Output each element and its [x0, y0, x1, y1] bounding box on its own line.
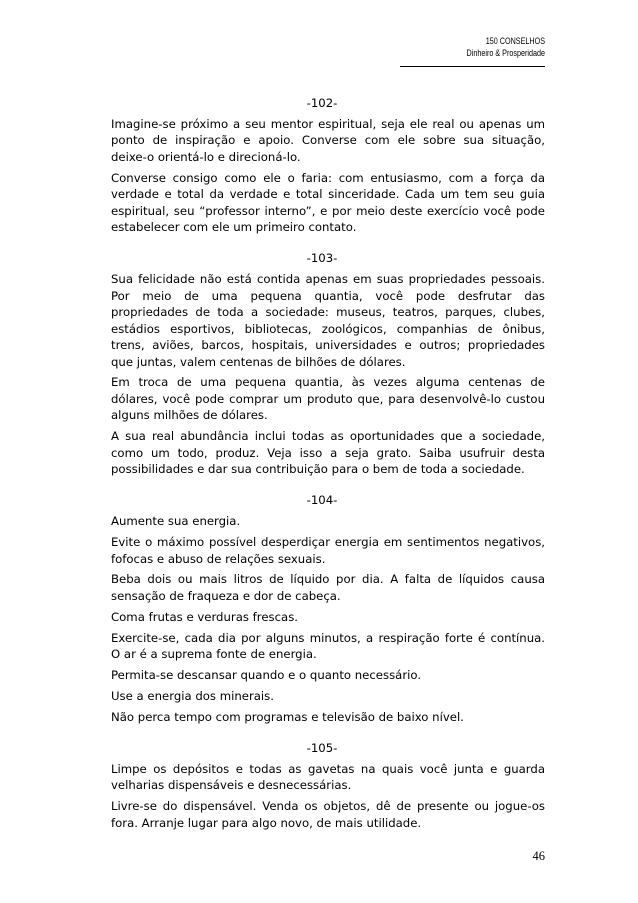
text-line: Evite o máximo possível desperdiçar energia em sentimentos negativos,: [111, 535, 545, 550]
text-line: Permita-se descansar quando e o quanto necessário.: [111, 668, 422, 683]
page-number: 46: [532, 849, 545, 863]
text-line: Aumente sua energia.: [111, 514, 241, 529]
text-line: espiritual, seu “professor interno”, e por meio deste exercício você pode: [111, 203, 545, 218]
text-line: Livre-se do dispensável. Venda os objetos, dê de presente ou jogue-os: [111, 799, 545, 814]
text-line: Use a energia dos minerais.: [111, 688, 274, 703]
text-line: Sua felicidade não está contida apenas em suas propriedades pessoais.: [111, 272, 545, 287]
paragraph: [111, 534, 545, 567]
paragraph: [111, 761, 545, 794]
text-line: Em troca de uma pequena quantia, às vezes alguma centenas de: [111, 375, 545, 390]
text-line: velharias dispensáveis e desnecessárias.: [111, 778, 352, 793]
text-line: Por meio de uma pequena quantia, você pode desfrutar das: [111, 288, 545, 303]
text-line: Imagine-se próximo a seu mentor espiritual, seja ele real ou apenas um: [111, 116, 545, 131]
tip-number: -104-: [306, 493, 338, 508]
paragraph: [111, 609, 545, 626]
paragraph: [111, 571, 545, 604]
paragraph: [111, 374, 545, 424]
tip-section-104: [111, 482, 545, 725]
paragraph: [111, 428, 545, 478]
text-line: deixe-o orientá-lo e direcioná-lo.: [111, 149, 301, 164]
text-line: O ar é a suprema fonte de energia.: [111, 647, 317, 662]
paragraph: [111, 513, 545, 530]
running-header-title: 150 CONSELHOS: [485, 36, 545, 46]
text-line: sensação de fraqueza e dor de cabeça.: [111, 588, 341, 603]
text-line: que juntas, valem centenas de bilhões de dólares.: [111, 354, 406, 369]
text-line: estabelecer com ele um primeiro contato.: [111, 220, 357, 235]
tip-number: -103-: [306, 251, 338, 266]
text-line: Não perca tempo com programas e televisão de baixo nível.: [111, 709, 464, 724]
text-line: ponto de inspiração e apoio. Converse com ele sobre sua situação,: [111, 133, 545, 148]
text-line: dólares, você pode comprar um produto que, para desenvolvê-lo custou: [111, 391, 545, 406]
paragraph: [111, 630, 545, 663]
running-header-subtitle: Dinheiro & Prosperidade: [466, 48, 545, 58]
text-line: trens, aviões, barcos, hospitais, universidades e outros; propriedades: [111, 338, 545, 353]
text-line: estádios esportivos, bibliotecas, zoológicos, companhias de ônibus,: [111, 321, 545, 336]
text-line: Exercite-se, cada dia por alguns minutos, a respiração forte é contínua.: [111, 630, 545, 645]
paragraph: [111, 271, 545, 370]
tip-section-102: [111, 95, 545, 236]
page-body: [111, 95, 545, 835]
tip-section-103: [111, 240, 545, 478]
text-line: alguns milhões de dólares.: [111, 408, 268, 423]
tip-number: -105-: [306, 740, 338, 755]
tip-section-105: [111, 730, 545, 831]
text-line: Coma frutas e verduras frescas.: [111, 609, 298, 624]
text-line: propriedades de toda a sociedade: museus, teatros, parques, clubes,: [111, 305, 545, 320]
text-line: fofocas e abuso de relações sexuais.: [111, 551, 326, 566]
tip-number: -102-: [306, 96, 338, 110]
running-header: [345, 35, 545, 59]
paragraph: [111, 170, 545, 236]
paragraph: [111, 798, 545, 831]
text-line: A sua real abundância inclui todas as oportunidades que a sociedade,: [111, 429, 545, 444]
text-line: Limpe os depósitos e todas as gavetas na quais você junta e guarda: [111, 761, 545, 776]
paragraph: [111, 688, 545, 705]
text-line: verdade e total da verdade e total sinceridade. Cada um tem seu guia: [111, 187, 545, 202]
paragraph: [111, 116, 545, 166]
text-line: como um todo, produz. Veja isso a seja grato. Saiba usufruir desta: [111, 445, 545, 460]
text-line: possibilidades e dar sua contribuição para o bem de toda a sociedade.: [111, 462, 525, 477]
header-rule: [400, 66, 545, 67]
text-line: Beba dois ou mais litros de líquido por dia. A falta de líquidos causa: [111, 572, 545, 587]
paragraph: [111, 667, 545, 684]
text-line: fora. Arranje lugar para algo novo, de mais utilidade.: [111, 815, 422, 830]
paragraph: [111, 709, 545, 726]
text-line: Converse consigo como ele o faria: com entusiasmo, com a força da: [111, 170, 545, 185]
